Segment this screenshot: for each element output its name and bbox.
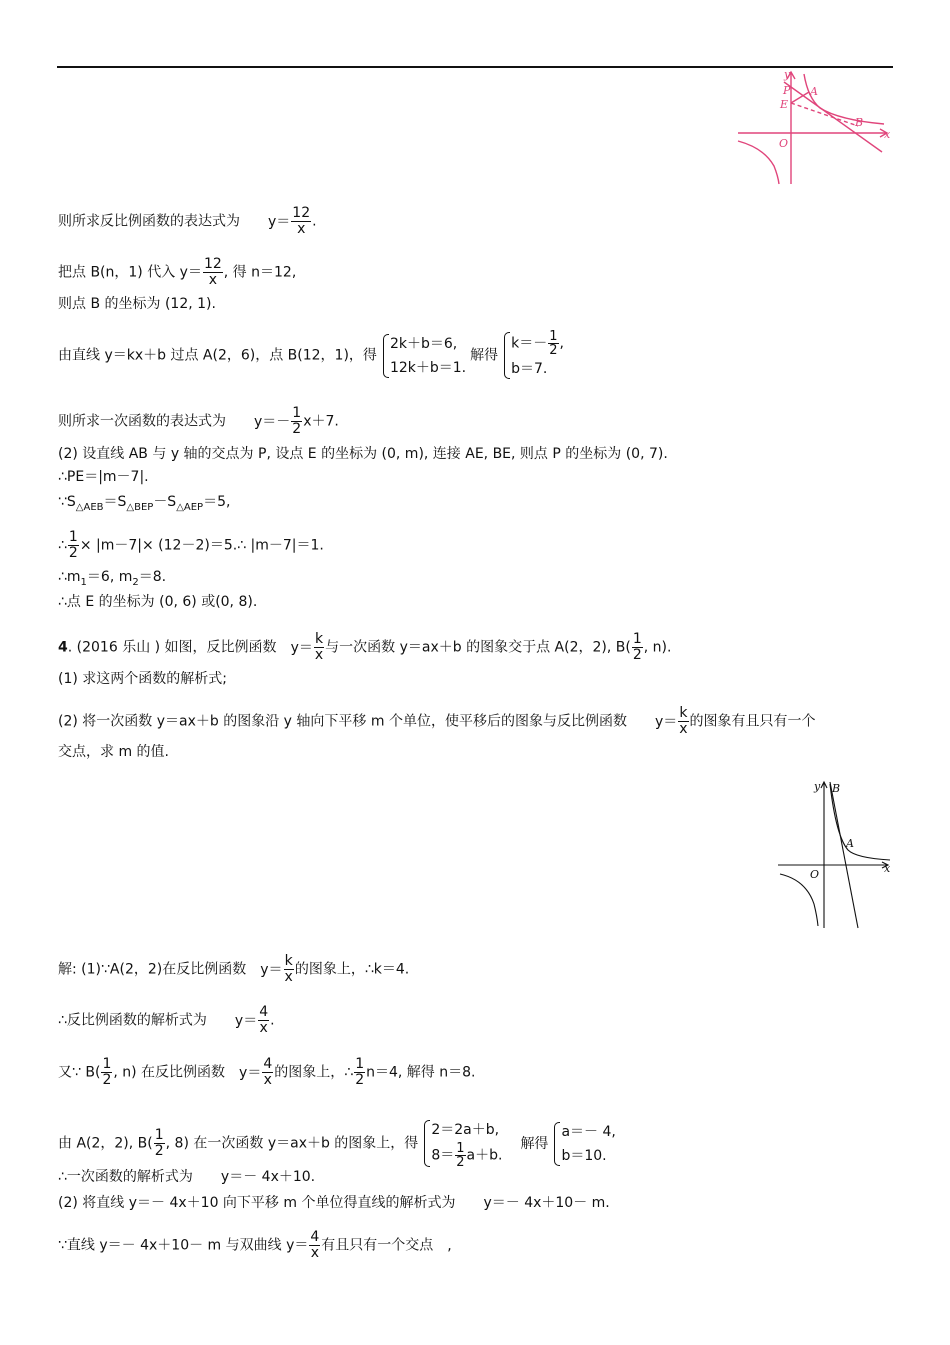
fraction: $\frac{k}{x}$ (314, 631, 324, 663)
graph1-point-e: E (780, 98, 789, 111)
line-pe: ∴PE＝|m－7|. (58, 469, 149, 485)
fraction: $\frac{1}{2}$ (68, 529, 78, 561)
graph1-point-p: P (783, 84, 791, 97)
solution-line-5: ∴一次函数的解析式为 y＝－ 4x＋10. (58, 1169, 316, 1185)
graph1-point-a: A (810, 85, 818, 98)
problem-4-statement: 4. (2016 乐山 ) 如图，反比例函数 y＝ $\frac{k}{x}$ 与一次函数 y＝ax＋b 的图象交于点 A(2，2), B( $\frac{1}{2}$ , n). (58, 631, 672, 663)
fraction: $\frac{12}{x}$ (292, 205, 311, 237)
line-linear-expression: 则所求一次函数的表达式为 y＝－ $\frac{1}{2}$ x＋7. (58, 405, 339, 437)
problem-4-part2-cont: 交点，求 m 的值. (58, 744, 169, 760)
fraction: $\frac{k}{x}$ (284, 953, 293, 985)
graph2-origin-label: O (810, 868, 820, 881)
solution-line-4: 由 A(2，2), B( $\frac{1}{2}$ , 8) 在一次函数 y＝ax＋b 的图象上，得 2＝2a＋b, 8＝ $\frac{1}{2}$ a＋b. 解得 a＝－ 4, b＝10. (58, 1118, 620, 1169)
line-e-coordinates: ∴点 E 的坐标为 (0, 6) 或(0, 8). (58, 594, 258, 610)
line-substitute-b: 把点 B(n，1) 代入 y＝ $\frac{12}{x}$ , 得 n＝12, (58, 256, 297, 288)
solution-line-3: 又∵ B( $\frac{1}{2}$ , n) 在反比例函数 y＝ $\frac{4}{x}$ 的图象上，∴ $\frac{1}{2}$ n＝4, 解得 n＝8. (58, 1056, 476, 1088)
fraction: $\frac{1}{2}$ (355, 1056, 365, 1088)
graph1-origin-label: O (779, 137, 789, 150)
problem-4-part2: (2) 将一次函数 y＝ax＋b 的图象沿 y 轴向下平移 m 个单位，使平移后的图象与反比例函数 y＝ $\frac{k}{x}$ 的图象有且只有一个 (58, 705, 816, 737)
fraction: $\frac{4}{x}$ (263, 1056, 273, 1088)
fraction: $\frac{k}{x}$ (679, 705, 688, 737)
graph1-point-b: B (855, 116, 864, 129)
solution-line-7: ∵直线 y＝－ 4x＋10－ m 与双曲线 y＝ $\frac{4}{x}$ 有且只有一个交点 , (58, 1229, 452, 1261)
problem-4-part1: (1) 求这两个函数的解析式; (58, 671, 227, 687)
graph2-point-a: A (846, 837, 854, 850)
fraction: $\frac{4}{x}$ (310, 1229, 320, 1261)
fraction: $\frac{1}{2}$ (102, 1056, 112, 1088)
equation-system: 2k＋b＝6, 12k＋b＝1. (381, 332, 466, 380)
line-m-values: $\therefore m_1=6$, $m_2=8$. (58, 569, 167, 588)
line-part2-setup: (2) 设直线 AB 与 y 轴的交点为 P, 设点 E 的坐标为 (0, m), 连接 AE, BE, 则点 P 的坐标为 (0, 7). (58, 446, 668, 462)
fraction: $\frac{12}{x}$ (203, 256, 222, 288)
fraction: $\frac{1}{2}$ (456, 1141, 465, 1170)
solution-line-6: (2) 将直线 y＝－ 4x＋10 向下平移 m 个单位得直线的解析式为 y＝－ 4x＋10－ m. (58, 1195, 610, 1211)
line-b-coordinates: 则点 B 的坐标为 (12, 1). (58, 296, 216, 312)
line-area-equation: $\because S_{\triangle AEB}=S_{\triangle BEP}-S_{\triangle AEP}=5$, (58, 494, 231, 513)
line-solve-linear-system: 由直线 y＝kx＋b 过点 A(2，6)，点 B(12，1)，得 2k＋b＝6, 12k＋b＝1. 解得 k＝－ $\frac{1}{2}$ , b＝7. (58, 330, 568, 381)
graph2-y-label: y (814, 780, 821, 793)
graph1-x-label: x (884, 128, 891, 141)
graph2-point-b: B (832, 782, 841, 795)
solution-system: k＝－ $\frac{1}{2}$ , b＝7. (502, 330, 564, 381)
solution-system: a＝－ 4, b＝10. (552, 1120, 615, 1168)
solution-line-2: ∴反比例函数的解析式为 y＝ $\frac{4}{x}$ . (58, 1004, 275, 1036)
graph2-x-label: x (884, 862, 891, 875)
line-area-solve: ∴ $\frac{1}{2}$ × |m－7|× (12－2)＝5.∴ |m－7|＝1. (58, 529, 324, 561)
equation-system: 2＝2a＋b, 8＝ $\frac{1}{2}$ a＋b. (422, 1118, 502, 1169)
fraction: $\frac{1}{2}$ (154, 1127, 164, 1159)
fraction: $\frac{1}{2}$ (549, 329, 558, 358)
graph1-y-label: y (784, 68, 791, 81)
fraction: $\frac{4}{x}$ (259, 1004, 269, 1036)
fraction: $\frac{1}{2}$ (632, 631, 642, 663)
figure-2-graph (776, 776, 894, 934)
solution-line-1: 解: (1)∵A(2，2)在反比例函数 y＝ $\frac{k}{x}$ 的图象上，∴k＝4. (58, 953, 410, 985)
fraction: $\frac{1}{2}$ (292, 405, 302, 437)
figure-1-graph (734, 68, 894, 188)
line-inverse-expression: 则所求反比例函数的表达式为 y＝ $\frac{12}{x}$ . (58, 205, 317, 237)
